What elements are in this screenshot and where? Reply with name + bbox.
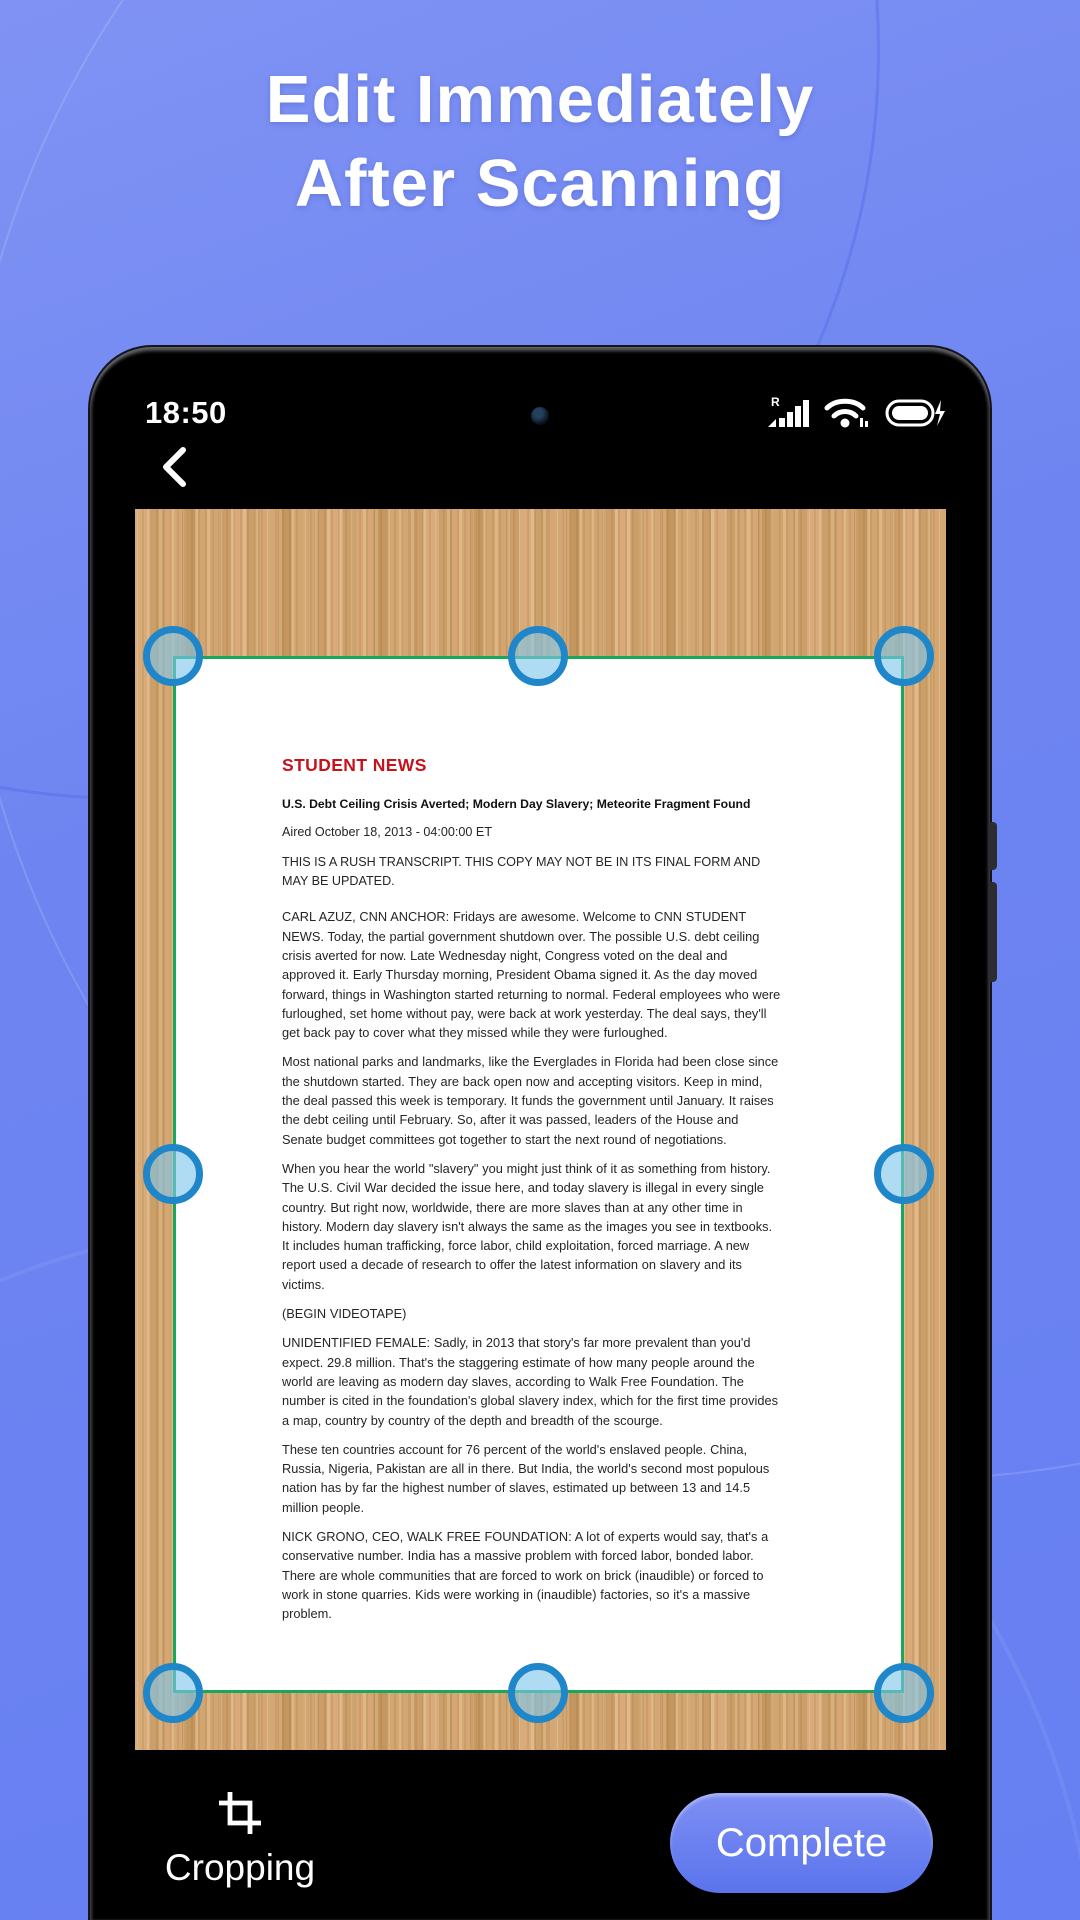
document-aired-line: Aired October 18, 2013 - 04:00:00 ET [282,825,493,839]
crop-handle-bottom-center[interactable] [508,1663,568,1723]
cropping-tool[interactable] [130,1789,350,1889]
crop-handle-bottom-right[interactable] [874,1663,934,1723]
signal-strength-icon [765,394,809,432]
back-button[interactable] [146,439,202,495]
document-paragraphs [282,907,792,1623]
crop-icon [216,1789,264,1837]
phone-mockup [90,347,990,1920]
battery-icon [885,394,945,432]
volume-button [988,822,997,870]
crop-handle-top-left[interactable] [143,626,203,686]
document-paragraph: NICK GRONO, CEO, WALK FREE FOUNDATION: A lot of experts would say, that's a conservative number. India has a massive problem with forced labor, bonded labor. There are whole communities that are forced to work on brick (inaudible) or forced to work in stone quarries. Kids were working in (inaudible) factories, so it's a massive problem. [282,1529,769,1622]
document-title: STUDENT NEWS [282,755,427,775]
document-paragraph: (BEGIN VIDEOTAPE) [282,1306,407,1322]
charging-bolt-icon [935,400,945,426]
crop-handle-top-center[interactable] [508,626,568,686]
document-paragraph: UNIDENTIFIED FEMALE: Sadly, in 2013 that story's far more prevalent than you'd expect. 29.8 million. That's the staggering estimate of how many people around the world are leaving as modern day slaves, according to Walk Free Foundation. The number is cited in the foundation's global slavery index, which for the first time provides a map, country by country of the depth and breadth of the scourge. [282,1335,779,1428]
status-bar [145,393,945,433]
document-paragraph: Most national parks and landmarks, like the Everglades in Florida had been close since the shutdown started. They are back open now and accepting visitors. Keep in mind, the deal passed this week is temporary. It funds the government until January. It raises the debt ceiling until February. So, after it was passed, leaders of the House and Senate budget committees got together to start the next round of negotiations. [282,1054,779,1147]
crop-handle-middle-right[interactable] [874,1144,934,1204]
complete-button[interactable]: Complete [670,1793,933,1893]
document-paragraph: When you hear the world "slavery" you might just think of it as something from history. The U.S. Civil War decided the issue here, and today slavery is illegal in every single country. But right now, worldwide, there are more slaves than at any other time in history. Modern day slavery isn't always the same as the images you see in textbooks. It includes human trafficking, force labor, child exploitation, forced marriage. A new report used a decade of research to offer the latest information on slavery and its victims. [282,1160,773,1292]
wifi-icon [823,394,871,432]
status-time: 18:50 [145,395,227,430]
document-paragraph: CARL AZUZ, CNN ANCHOR: Fridays are awesome. Welcome to CNN STUDENT NEWS. Today, the partial government shutdown over. The possible U.S. debt ceiling crisis averted for now. Late Wednesday night, Congress voted on the deal and approved it. Early Thursday morning, President Obama signed it. As the day moved forward, things in Washington started returning to normal. Federal employees who were furloughed, set home without pay, were back at work yesterday. The deal says, they'll get back pay to cover what they missed while they were furloughed. [282,909,781,1041]
document-page [282,755,792,1634]
promo-title [0,58,1080,226]
crop-handle-middle-left[interactable] [143,1144,203,1204]
power-button [988,882,997,982]
document-headline: U.S. Debt Ceiling Crisis Averted; Modern Day Slavery; Meteorite Fragment Found [282,797,751,811]
document-notice: THIS IS A RUSH TRANSCRIPT. THIS COPY MAY NOT BE IN ITS FINAL FORM AND MAY BE UPDATED. [282,855,761,889]
cropping-label: Cropping [164,1847,316,1888]
back-arrow-icon [159,445,189,489]
roaming-label: R [771,395,780,409]
crop-handle-top-right[interactable] [874,626,934,686]
document-paragraph: These ten countries account for 76 percent of the world's enslaved people. China, Russia, Nigeria, Pakistan are all in there. But India, the world's second most populous nation has by far the highest number of slaves, estimated up between 13 and 14.5 million people. [282,1441,770,1515]
promo-title-line2: After Scanning [294,146,786,221]
crop-rectangle[interactable] [173,656,904,1693]
crop-handle-bottom-left[interactable] [143,1663,203,1723]
promo-title-line1: Edit Immediately [265,62,815,137]
